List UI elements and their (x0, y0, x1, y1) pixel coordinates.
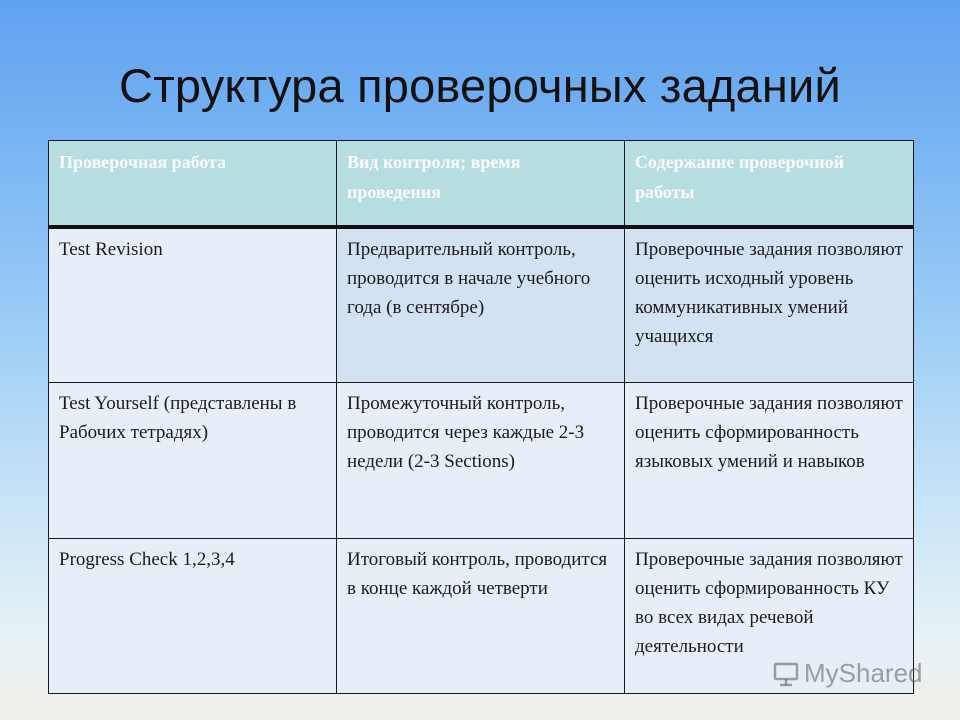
header-test-content: Содержание проверочной работы (625, 141, 914, 228)
cell-control-type: Итоговый контроль, проводится в конце каждой четверти (337, 539, 625, 694)
cell-content: Проверочные задания позволяют оценить исходный уровень коммуникативных умений учащихся (625, 227, 914, 383)
watermark (772, 658, 923, 689)
cell-content: Проверочные задания позволяют оценить сформированность КУ во всех видах речевой деятельности (625, 539, 914, 694)
cell-content: Проверочные задания позволяют оценить сформированность языковых умений и навыков (625, 383, 914, 539)
cell-test-name: Progress Check 1,2,3,4 (49, 539, 337, 694)
table-header-row (49, 141, 914, 228)
cell-test-name: Test Yourself (представлены в Рабочих тетрадях) (49, 383, 337, 539)
table-row (49, 383, 914, 539)
table-row (49, 227, 914, 383)
slide-title: Структура проверочных заданий (119, 59, 841, 112)
cell-test-name: Test Revision (49, 227, 337, 383)
watermark-text: MyShared (804, 658, 923, 688)
cell-control-type: Промежуточный контроль, проводится через каждые 2-3 недели (2-3 Sections) (337, 383, 625, 539)
cell-control-type: Предварительный контроль, проводится в начале учебного года (в сентябре) (337, 227, 625, 383)
header-control-type: Вид контроля; время проведения (337, 141, 625, 228)
test-structure-table (48, 140, 914, 694)
presentation-board-icon (772, 660, 800, 688)
header-test-work: Проверочная работа (49, 141, 337, 228)
